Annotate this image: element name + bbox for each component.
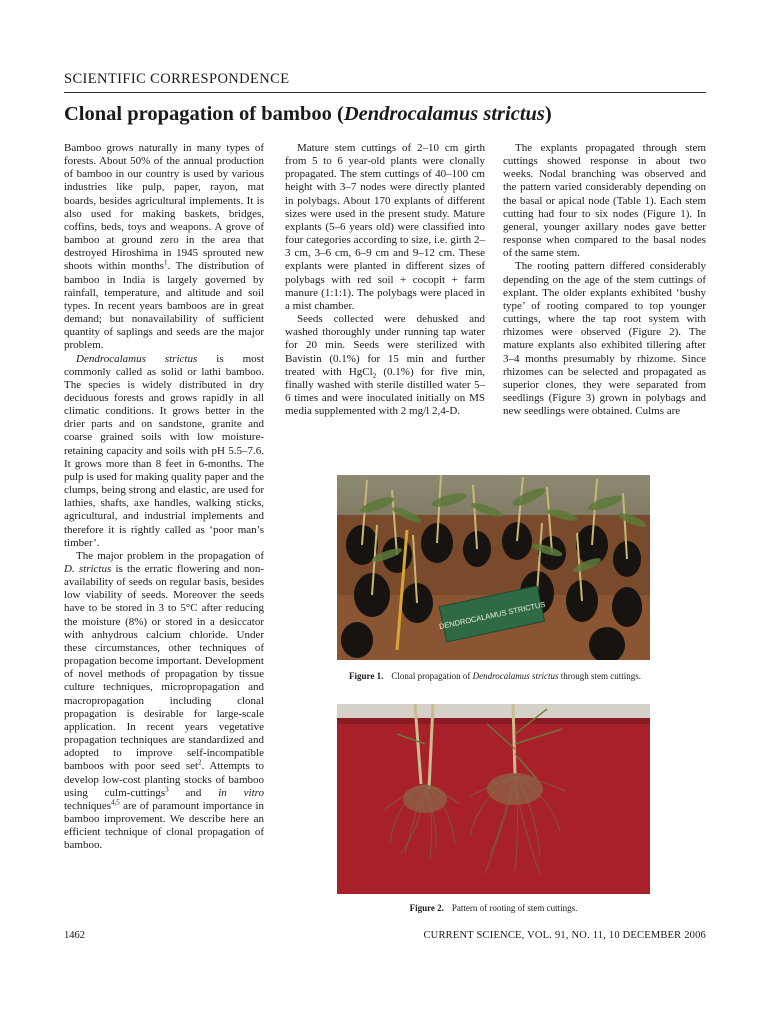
paragraph bbox=[64, 550, 264, 853]
text-run: . The distribution of bamboo in India is largely governed by rainfall, temperature, and altitude and soil types. In recent years bamboos are in great demand; but nonavailability of sufficient quantity of saplings and seeds are the major problem. bbox=[64, 260, 265, 352]
paragraph: Mature stem cuttings of 2–10 cm girth from 5 to 6 year-old plants were clonally propagated. The stem cuttings of 40–100 cm height with 3–7 nodes were directly planted in polybags. About 170 explants of different sizes were used in the present study. Mature explants (5–6 years old) were classified into four categories according to size, i.e. girth 2–3 cm, 3–6 cm, 6–9 cm and 9–12 cm. These explants were planted in different sizes of polybags with red soil + cocopit + farm manure (1:1:1). The polybags were placed in a mist chamber. bbox=[285, 142, 485, 312]
caption-text: Clonal propagation of bbox=[391, 671, 473, 681]
figure-label: Figure 2. bbox=[409, 903, 444, 913]
paragraph bbox=[64, 142, 264, 353]
paragraph bbox=[285, 313, 485, 418]
journal-citation: CURRENT SCIENCE, VOL. 91, NO. 11, 10 DECEMBER 2006 bbox=[423, 930, 706, 941]
header-rule bbox=[64, 92, 706, 93]
figure-2-image bbox=[337, 704, 650, 894]
subscript: 2 bbox=[372, 371, 377, 380]
title-main: Clonal propagation of bamboo ( bbox=[64, 103, 344, 125]
text-run: The major problem in the propagation of bbox=[76, 549, 264, 562]
reference-marker: 2 bbox=[198, 758, 202, 767]
text-run: techniques bbox=[64, 799, 112, 812]
text-run: are of paramount importance in bamboo improvement. We describe here an efficient technique of clonal propagation of bamboo. bbox=[64, 799, 264, 852]
text-run: is the erratic flowering and non-availability of seeds on regular basis, besides low viability of seeds. Moreover the seeds have to be stored in 3 to 5°C after reducing the moisture (8%) or stored in a desiccator with anhydrous calcium chloride. Under these circumstances, other techniques of propagation become important. Development of novel methods of propagation by tissue culture techniques, micropropagation and macropropagation including clonal propagation is desirable for large-scale application. In recent years vegetative propagation techniques are standardized and adopted to improve self-incompatible bamboos with poor seed set bbox=[64, 563, 264, 773]
text-run: and bbox=[168, 786, 219, 799]
paragraph bbox=[64, 353, 264, 550]
rooting-pattern-photo bbox=[337, 704, 650, 894]
paragraph: The explants propagated through stem cuttings showed response in about two weeks. Nodal branching was observed and the pattern varied considerably depending on the basal or apical node (Table 1). Each stem cutting had four to six nodes (Figure 1). In general, younger axillary nodes gave better response when compared to the basal nodes of the same stem. bbox=[503, 142, 706, 260]
title-end: ) bbox=[544, 103, 552, 125]
section-header: SCIENTIFIC CORRESPONDENCE bbox=[64, 71, 290, 87]
article-title bbox=[64, 101, 706, 127]
text-run: . Attempts to develop low-cost planting stocks of bamboo using culm-cuttings bbox=[64, 760, 264, 799]
text-run: (0.1%) for five min, finally washed with sterile distilled water 5–6 times and were inoculated initially on MS media supplemented with 2 mg/l 2,4-D. bbox=[285, 365, 485, 418]
figure-1-sign-text: DENDROCALAMUS STRICTUS bbox=[438, 599, 547, 632]
text-run: is most commonly called as solid or lathi bamboo. The species is widely distributed in dry deciduous forests and grows rapidly in all climatic conditions. It grows better in the drier parts and on sandstone, granite and coarse grained soils with low moisture-retaining capacity and soils with pH 5.5–7.6. It grows more than 8 feet in 6-months. The pulp is used for making quality paper and the clumps, being strong and elastic, are used for lathies, shafts, axe handles, walking sticks, agricultural, and industrial implements and therefore it is rightly called as ‘poor man’s timber’. bbox=[64, 352, 264, 549]
reference-marker: 4,5 bbox=[111, 798, 120, 807]
species-name: D. strictus bbox=[64, 563, 112, 575]
reference-marker: 3 bbox=[165, 785, 169, 793]
figure-label: Figure 1. bbox=[349, 671, 384, 681]
title-species: Dendrocalamus strictus bbox=[343, 103, 545, 125]
body-column-1 bbox=[64, 142, 264, 852]
figure-2-caption bbox=[337, 903, 650, 914]
body-column-2 bbox=[285, 142, 485, 418]
reference-marker: 1 bbox=[163, 258, 168, 267]
text-run: Bamboo grows naturally in many types of forests. About 50% of the annual production of bamboo in our country is used by various industries like pulp, paper, rayon, mat boards, besides agricultural implements. It is also used for making baskets, bridges, coffins, beds, toys and weapons. A grove of bamboo at ground zero in the area that destroyed Hiroshima in 1945 sprouted new shoots within months bbox=[64, 142, 264, 273]
species-name: Dendrocalamus strictus bbox=[76, 352, 198, 365]
bamboo-nursery-photo bbox=[337, 475, 650, 660]
caption-text: through stem cuttings. bbox=[558, 671, 641, 681]
italic-term: in vitro bbox=[218, 786, 264, 799]
figure-1-caption bbox=[310, 671, 680, 682]
figure-1-image bbox=[337, 475, 650, 660]
text-run: Seeds collected were dehusked and washed thoroughly under running tap water for 20 min. Seeds were sterilized with Bavistin (0.1%) for 15 min and further treated with HgCl bbox=[285, 313, 485, 378]
paragraph: The rooting pattern differed considerably depending on the age of the stem cuttings of explant. The older explants exhibited ‘bushy type’ of rooting compared to top younger cuttings, where the tap root system with rhizomes were observed (Figure 2). The mature explants also exhibited tillering after 3–4 months presumably by rhizome. Since rhizomes can be selected and propagated as superior clones, they were separated from seedlings (Figure 3) grown in polybags and new seedlings were obtained. Culms are bbox=[503, 260, 706, 418]
species-name: Dendrocalamus strictus bbox=[472, 671, 559, 681]
body-column-3 bbox=[503, 142, 706, 418]
page-number: 1462 bbox=[64, 930, 85, 941]
caption-text: Pattern of rooting of stem cuttings. bbox=[451, 903, 578, 913]
